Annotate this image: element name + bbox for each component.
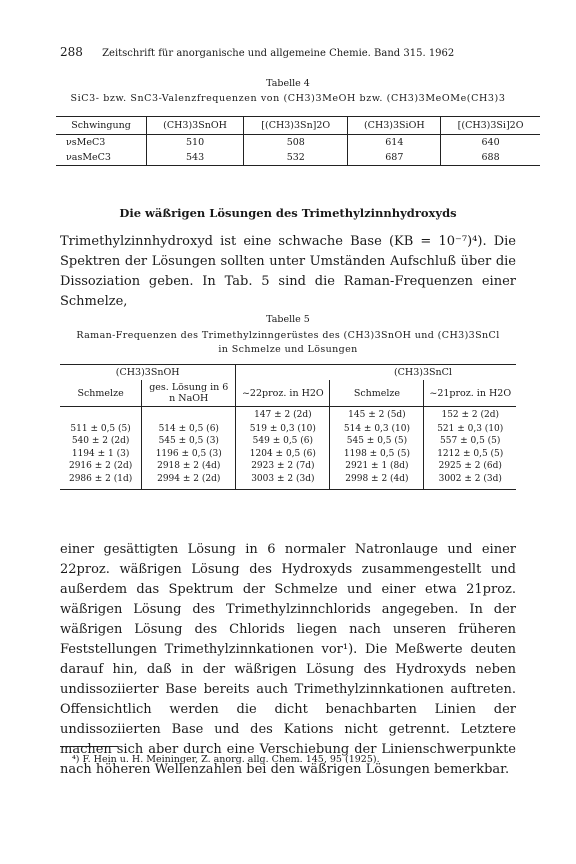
table5-cell: 2916 ± 2 (2d) bbox=[68, 461, 133, 471]
table4-label: Tabelle 4 bbox=[266, 78, 310, 89]
table5-cell: 2986 ± 2 (1d) bbox=[60, 473, 142, 490]
table5-group-spacer bbox=[236, 365, 330, 381]
journal-title: Zeitschrift für anorganische und allgemeine Chemie. Band 315. 1962 bbox=[102, 48, 455, 59]
table-row bbox=[60, 423, 516, 436]
table-row bbox=[60, 460, 516, 473]
table5-cell: 3003 ± 2 (3d) bbox=[236, 473, 330, 490]
table5-cell: 514 ± 0,5 (6) bbox=[142, 423, 236, 436]
table5-cell: 2921 ± 1 (8d) bbox=[330, 460, 424, 473]
table5-cell: 3002 ± 2 (3d) bbox=[424, 473, 516, 490]
body-paragraph-2: einer gesättigten Lösung in 6 normaler Natronlauge und einer 22proz. wäßrigen Lösung des Hydroxyds zusammengestellt und außerdem das Spektrum der Schmelze und einer etwa 21proz. wäßrigen Lösung des Trimethylzinnchlorids angegeben. In der wäßrigen Lösung des Chlorids liegen nach unseren früheren Feststellungen Trimethylzinnkationen vor¹). Die Meßwerte deuten darauf hin, daß in der wäßrigen Lösung des Hydroxyds neben undissoziierter Base bereits auch Trimethylzinnkationen auftreten. Offensichtlich werden die dicht benachbarten Linien der undissoziierten Base und des Kations nicht getrennt. Letztere machen sich aber durch eine Verschiebung der Linienschwerpunkte nach höheren Wellenzahlen bei den wäßrigen Lösungen bemerkbar. bbox=[60, 542, 516, 777]
table-row bbox=[56, 135, 540, 151]
table5-cell: 557 ± 0,5 (5) bbox=[424, 435, 516, 448]
table5-cell: 2998 ± 2 (4d) bbox=[330, 473, 424, 490]
table5-cell: 540 ± 2 (2d) bbox=[71, 436, 130, 446]
table5-col-header: ges. Lösung in 6 n NaOH bbox=[142, 380, 236, 407]
table5-cell: 549 ± 0,5 (6) bbox=[236, 435, 330, 448]
table5-cell: 519 ± 0,3 (10) bbox=[236, 423, 330, 436]
table5-cell: 1212 ± 0,5 (5) bbox=[424, 448, 516, 461]
table4-cell: 532 bbox=[244, 150, 348, 166]
table5-cell: 514 ± 0,3 (10) bbox=[330, 423, 424, 436]
table5-cell: 511 ± 0,5 (5) bbox=[70, 423, 131, 434]
table5-cell: 145 ± 2 (5d) bbox=[330, 407, 424, 423]
table-row bbox=[56, 150, 540, 166]
table4-cell: 687 bbox=[348, 150, 441, 166]
section-title: Die wäßrigen Lösungen des Trimethylzinnhydroxyds bbox=[119, 206, 457, 220]
table5-cell: 2925 ± 2 (6d) bbox=[424, 460, 516, 473]
table5-cell: 545 ± 0,5 (5) bbox=[330, 435, 424, 448]
footnote: ⁴) F. Hein u. H. Meininger, Z. anorg. allg. Chem. 145, 95 (1925). bbox=[72, 754, 380, 765]
table5-header-row bbox=[60, 380, 516, 407]
table-row bbox=[60, 407, 516, 423]
table5-label: Tabelle 5 bbox=[266, 314, 310, 325]
table-row bbox=[60, 473, 516, 490]
table5-col-header: Schmelze bbox=[60, 380, 142, 407]
table4-cell: νsMeC3 bbox=[66, 137, 106, 148]
table5-cell bbox=[142, 407, 236, 423]
table5-cell: 545 ± 0,5 (3) bbox=[142, 435, 236, 448]
table5-group-row bbox=[60, 365, 516, 381]
table5-cell: 2918 ± 2 (4d) bbox=[142, 460, 236, 473]
table4-cell: 543 bbox=[147, 150, 244, 166]
table4-col-header: (CH3)3SiOH bbox=[348, 117, 441, 135]
table-row bbox=[60, 448, 516, 461]
table5-cell: 2994 ± 2 (2d) bbox=[142, 473, 236, 490]
table5-cell: 1204 ± 0,5 (6) bbox=[236, 448, 330, 461]
table5-col-header: Schmelze bbox=[330, 380, 424, 407]
table4-col-header: [(CH3)3Si]2O bbox=[441, 117, 540, 135]
table4-caption: SiC3- bzw. SnC3-Valenzfrequenzen von (CH3)3MeOH bzw. (CH3)3MeOMe(CH3)3 bbox=[70, 93, 506, 104]
table-row bbox=[60, 435, 516, 448]
table4 bbox=[56, 116, 540, 166]
table4-cell: 510 bbox=[147, 135, 244, 151]
table5-group-header: (CH3)3SnCl bbox=[330, 365, 516, 381]
table5-cell: 521 ± 0,3 (10) bbox=[424, 423, 516, 436]
footnote-divider bbox=[60, 746, 118, 747]
table5-cell: 1198 ± 0,5 (5) bbox=[330, 448, 424, 461]
table5-col-header: ~21proz. in H2O bbox=[424, 380, 516, 407]
table5-cell bbox=[60, 407, 142, 423]
table5-cell: 2923 ± 2 (7d) bbox=[236, 460, 330, 473]
table4-cell: 640 bbox=[441, 135, 540, 151]
table4-col-header: [(CH3)3Sn]2O bbox=[244, 117, 348, 135]
table5-cell: 147 ± 2 (2d) bbox=[236, 407, 330, 423]
table5 bbox=[60, 364, 516, 490]
table4-cell: νasMeC3 bbox=[56, 150, 147, 166]
table5-group-header: (CH3)3SnOH bbox=[60, 365, 236, 381]
table4-cell: 508 bbox=[244, 135, 348, 151]
table5-col-header: ~22proz. in H2O bbox=[236, 380, 330, 407]
table4-header-row bbox=[56, 117, 540, 135]
body-paragraph-1: Trimethylzinnhydroxyd ist eine schwache Base (KB = 10⁻⁷)⁴). Die Spektren der Lösungen sollten unter Umständen Aufschluß über die Dissoziation geben. In Tab. 5 sind die Raman-Frequenzen einer Schmelze, bbox=[60, 234, 516, 309]
table4-col-header: (CH3)3SnOH bbox=[147, 117, 244, 135]
running-header bbox=[60, 45, 512, 59]
table4-col-header: Schwingung bbox=[56, 117, 147, 135]
table5-caption-line2: in Schmelze und Lösungen bbox=[218, 344, 358, 355]
table4-cell: 688 bbox=[441, 150, 540, 166]
table4-cell: 614 bbox=[348, 135, 441, 151]
table5-caption-line1: Raman-Frequenzen des Trimethylzinngerüstes des (CH3)3SnOH und (CH3)3SnCl bbox=[76, 330, 500, 341]
table5-cell: 152 ± 2 (2d) bbox=[424, 407, 516, 423]
page-number: 288 bbox=[60, 45, 83, 59]
table5-cell: 1196 ± 0,5 (3) bbox=[142, 448, 236, 461]
table5-cell: 1194 ± 1 (3) bbox=[71, 448, 130, 459]
